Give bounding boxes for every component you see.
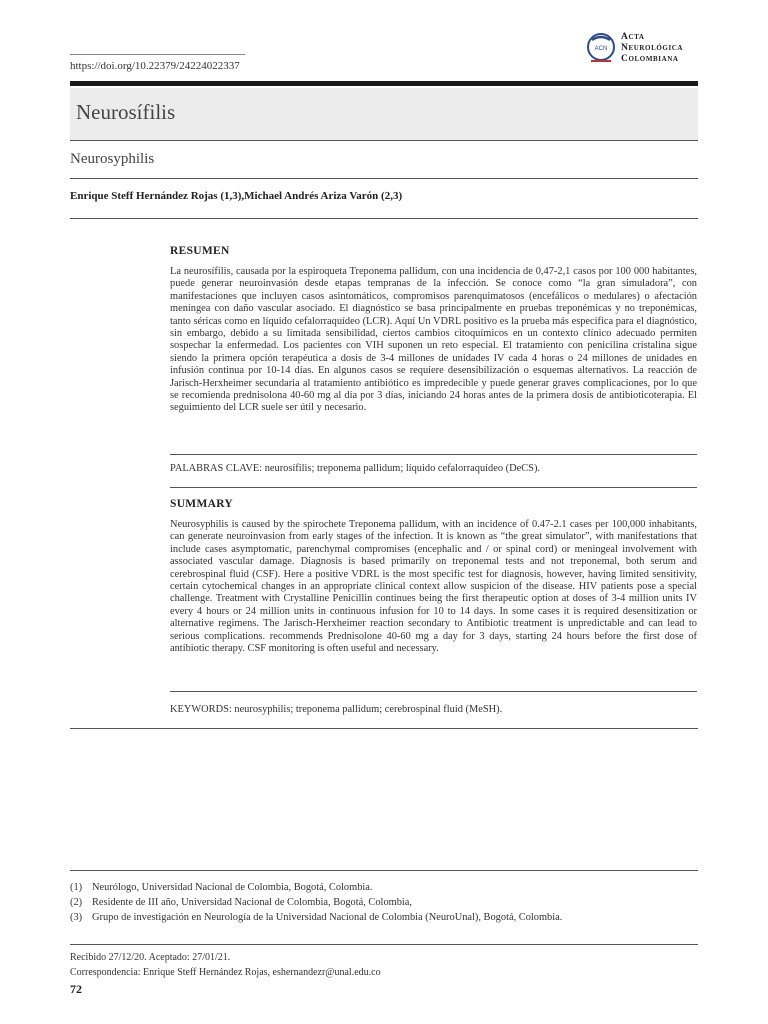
summary-text: Neurosyphilis is caused by the spirochete Treponema pallidum, with an incidence of 0.47-2.1 cases per 100,000 inhabitants, can generate neuroinvasion from early stages of the infection. It is known as “the great simulator”, with manifestations that include cases asymptomatic, parenchymal compromises (encephalic and / or spinal cord) or meningeal involvement with associated vascular damage. Diagnosis is based primarily on treponemal tests and not treponemal, both serum and cerebrospinal fluid (CSF). Here a positive VDRL is the most specific test for diagnosis, however, having limited sensitivity, certain cytochemical changes in an appropriate clinical context allow suspicion of the disease. HIV patients pose a special challenge. Treatment with Crystalline Penicillin continues being the first therapeutic option at doses of 3-4 million units IV every 4 hours or 24 million units in continuous infusion for 10 to 14 days. In some cases it is required desensitization or alternative regimens. The Jarisch-Herxheimer reaction secondary to Antibiotic treatment is unpredictable and can lead to serious complications. recommends Prednisolone 40-60 mg a day for 3 days, starting 24 hours before the first dose of antibiotic therapy. CSF monitoring is often useful and necessary. [170, 519, 697, 655]
keywords-divider [170, 487, 697, 488]
resumen-divider [170, 454, 697, 455]
author-list: Enrique Steff Hernández Rojas (1,3),Michael Andrés Ariza Varón (2,3) [70, 190, 403, 202]
page-number: 72 [70, 982, 82, 996]
footnote-list [70, 880, 562, 925]
resumen-text: La neurosífilis, causada por la espiroqueta Treponema pallidum, con una incidencia de 0,47-2,1 casos por 100 000 habitantes, puede generar neuroinvasión desde etapas tempranas de la infección. Se conoce como “la gran simuladora”, con manifestaciones que incluyen casos asintomáticos, compromisos parenquimatosos (encefálicos o medulares) o afectación meníngea con daño vascular asociado. El diagnóstico se basa principalmente en pruebas treponémicas y no treponémicas, tanto séricas como en líquido cefalorraquídeo (LCR). Aquí Un VDRL positivo es la prueba más específica para el diagnóstico, sin embargo, debido a su limitada sensibilidad, ciertos cambios citoquímicos en un contexto clínico adecuado permiten sospechar la enfermedad. Los pacientes con VIH suponen un reto especial. El tratamiento con penicilina cristalina sigue siendo la primera opción terapéutica a dosis de 3-4 millones de unidades IV cada 4 horas o 24 millones de unidades en infusión continua por 10-14 días. En algunos casos se requiere desensibilización o esquemas alternativos. La reacción de Jarisch-Herxheimer secundaria al tratamiento antibiótico es impredecible y puede generar graves complicaciones, por lo que se recomienda prednisolona 40-60 mg al día por 3 días, iniciando 24 horas antes de la primera dosis de antibioticoterapia. El seguimiento del LCR suele ser útil y necesario. [170, 266, 697, 414]
summary-keywords [170, 704, 697, 715]
journal-logo [586, 30, 701, 70]
resumen-heading: RESUMEN [170, 245, 230, 257]
header-bar [70, 81, 698, 86]
footnote-divider [70, 870, 698, 871]
resumen-keywords [170, 463, 697, 474]
journal-logo-icon [586, 32, 616, 66]
summary-keywords-value: neurosyphilis; treponema pallidum; cerebrospinal fluid (MeSH). [234, 704, 503, 715]
journal-name-line1: Acta [621, 32, 645, 42]
summary-heading: SUMMARY [170, 498, 234, 510]
title-divider [70, 140, 698, 141]
summary-keywords-label: KEYWORDS: [170, 704, 232, 715]
doi-divider [70, 54, 245, 55]
logo-abbrev: ACN [594, 46, 608, 52]
abstract-end-divider [70, 728, 698, 729]
correspondence: Correspondencia: Enrique Steff Hernández Rojas, eshernandezr@unal.edu.co [70, 967, 381, 978]
authors-divider [70, 218, 698, 219]
meta-divider [70, 944, 698, 945]
footnote-item: (2) Residente de III año, Universidad Nacional de Colombia, Bogotá, Colombia, [70, 897, 413, 908]
journal-name-line3: Colombiana [621, 54, 679, 64]
footnote-item: (1) Neurólogo, Universidad Nacional de Colombia, Bogotá, Colombia. [70, 882, 373, 893]
resumen-keywords-value: neurosífilis; treponema pallidum; líquido cefalorraquídeo (DeCS). [264, 463, 540, 474]
resumen-keywords-label: PALABRAS CLAVE: [170, 463, 263, 474]
article-title: Neurosífilis [76, 100, 176, 124]
doi-link[interactable]: https://doi.org/10.22379/24224022337 [70, 60, 240, 72]
subtitle-divider [70, 178, 698, 179]
journal-name-line2: Neurológica [621, 43, 684, 53]
received-date: Recibido 27/12/20. Aceptado: 27/01/21. [70, 952, 231, 963]
summary-divider [170, 691, 697, 692]
journal-name [621, 32, 683, 65]
article-subtitle: Neurosyphilis [70, 151, 155, 167]
footnote-item: (3) Grupo de investigación en Neurología de la Universidad Nacional de Colombia (NeuroUnal), Bogotá, Colombia. [70, 912, 563, 923]
